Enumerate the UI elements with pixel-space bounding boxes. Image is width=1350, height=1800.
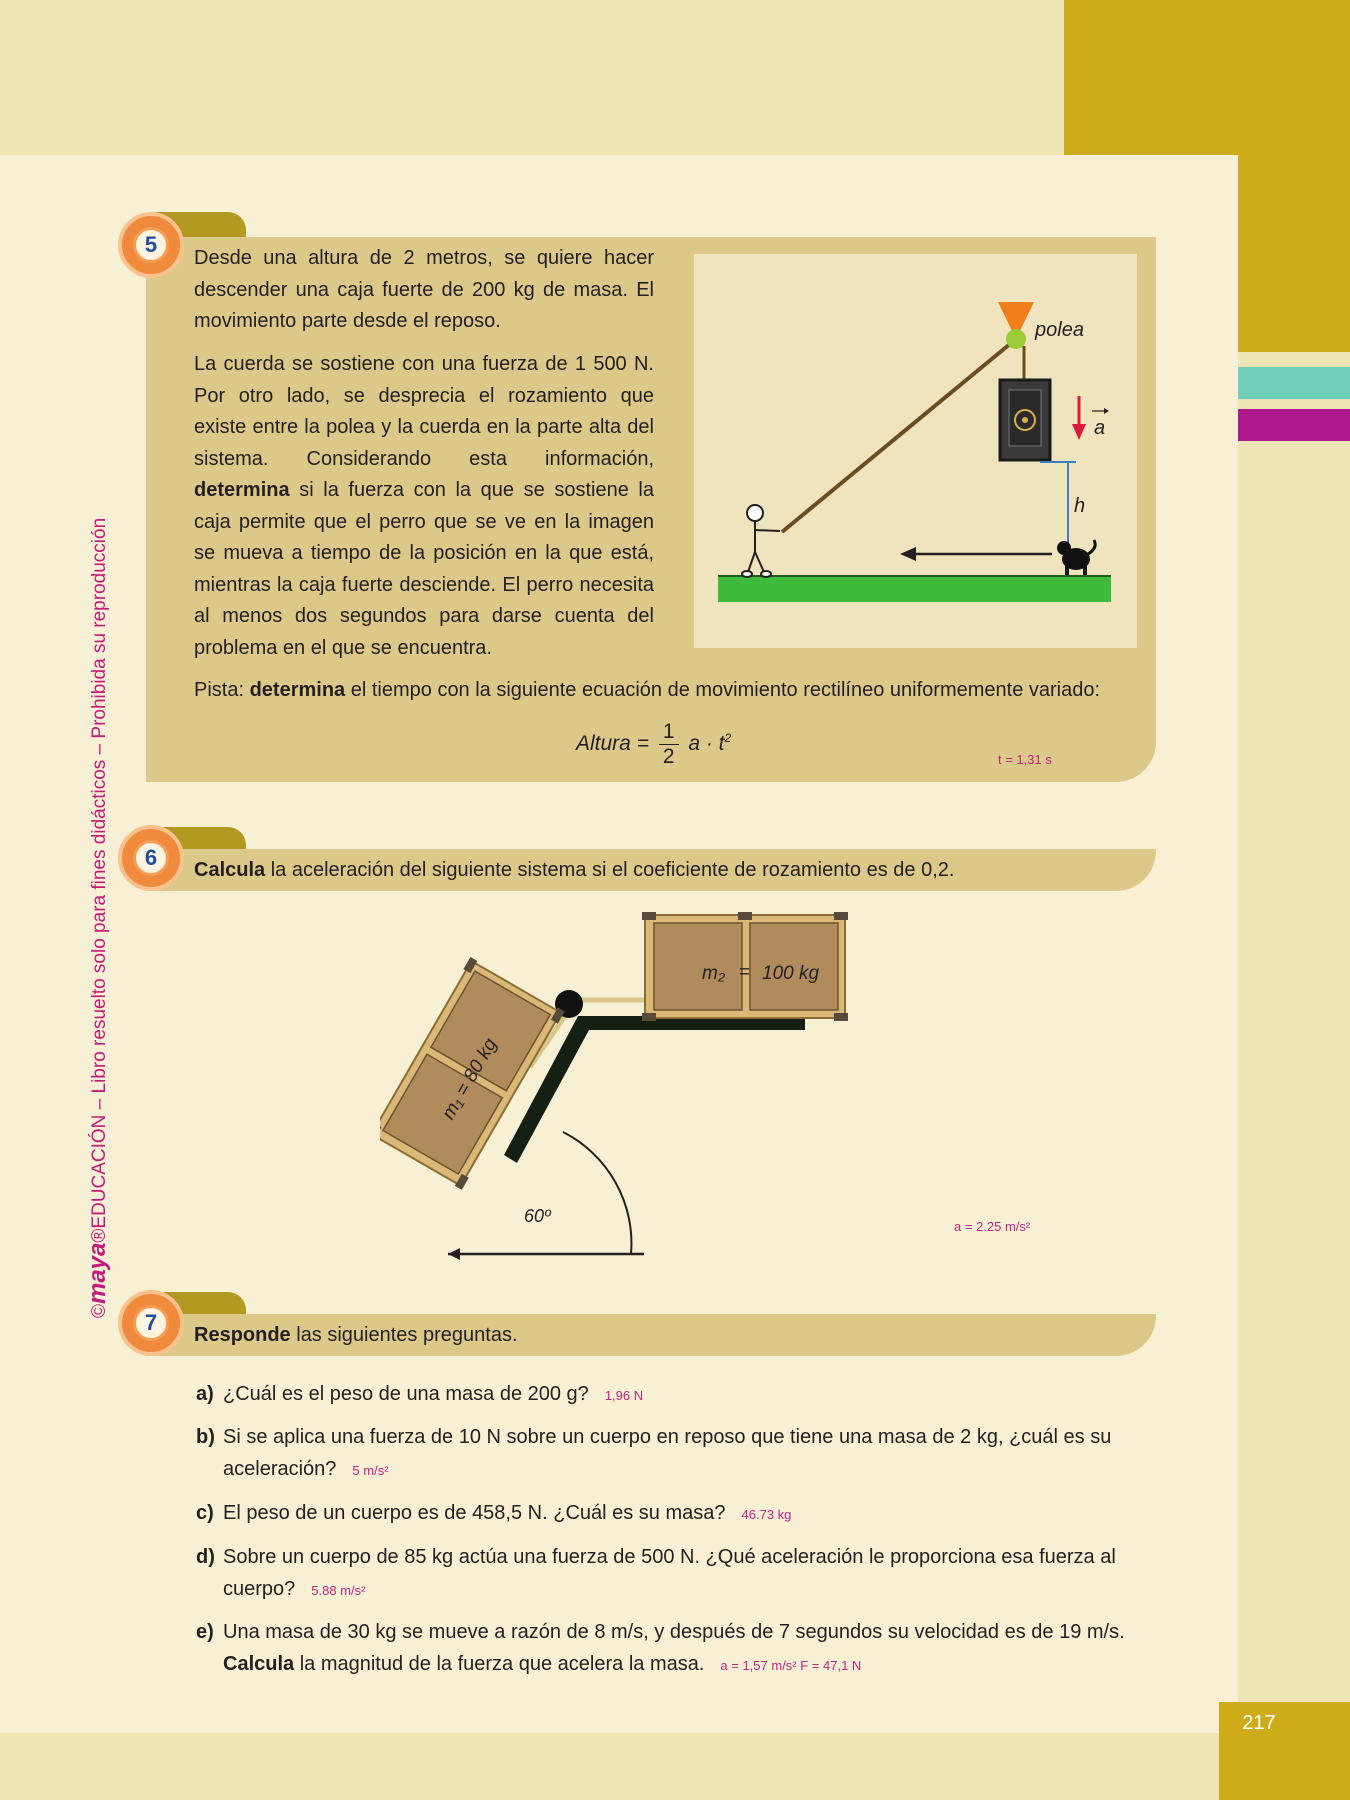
dog	[1057, 540, 1095, 575]
rope	[782, 339, 1016, 532]
angle-label: 60º	[524, 1206, 551, 1226]
box-m2	[642, 912, 848, 1021]
m2-label: m₂	[702, 963, 726, 984]
svg-text:=: =	[739, 962, 751, 983]
ex6-figure	[380, 905, 860, 1260]
ex5-equation: Altura = $\frac{1}{2}$ $a \cdot t^2$	[576, 720, 732, 768]
ex6-instruction: Calcula la aceleración del siguiente sistema si el coeficiente de rozamiento es de 0,2.	[194, 859, 955, 881]
ex6-answer: a = 2.25 m/s²	[954, 1219, 1031, 1234]
ex5-figure	[694, 254, 1137, 648]
ex5-paragraph-1: Desde una altura de 2 metros, se quiere hacer descender una caja fuerte de 200 kg de masa. El movimiento parte desde el reposo.	[194, 247, 654, 332]
answer-c: 46.73 kg	[741, 1507, 792, 1522]
answer-a: 1,96 N	[604, 1388, 644, 1403]
height-label: h	[1074, 495, 1086, 517]
magenta-index-tab	[1238, 409, 1350, 441]
angle-arc	[563, 1132, 631, 1254]
ex7-instruction: Responde las siguientes preguntas.	[194, 1324, 518, 1346]
person	[742, 505, 780, 577]
question-a: a) ¿Cuál es el peso de una masa de 200 g? 1,96 N	[196, 1383, 644, 1405]
answer-b: 5 m/s²	[352, 1462, 389, 1478]
question-e: e) Una masa de 30 kg se mueve a razón de 8 m/s, y después de 7 segundos su velocidad es de 19 m/s. Calcula la magnitud de la fuerza que acelera la masa. a = 1,57 m/s² F = 47,1 N	[196, 1621, 1125, 1675]
answer-d: 5.88 m/s²	[311, 1582, 366, 1598]
page-number: 217	[1242, 1712, 1276, 1734]
ground	[718, 576, 1111, 602]
maya-logo: maya	[84, 1242, 111, 1304]
acceleration-label: a	[1094, 417, 1106, 439]
ex7-number-badge: 7	[118, 1290, 184, 1356]
answer-e: a = 1,57 m/s² F = 47,1 N	[720, 1657, 862, 1673]
top-band	[0, 0, 1064, 155]
right-margin-strip	[1238, 352, 1350, 1800]
ex5-number-badge: 5	[118, 212, 184, 278]
ex5-answer: t = 1,31 s	[998, 752, 1052, 767]
bottom-band	[0, 1733, 1350, 1800]
copyright-notice: ©maya®EDUCACIÓN – Libro resuelto solo para fines didácticos – Prohibida su reproducción	[84, 517, 111, 1318]
box-m1	[380, 957, 565, 1190]
m1-label: m₁ = 80 kg	[438, 1034, 502, 1124]
ex6-number-badge: 6	[118, 825, 184, 891]
ex5-hint: Pista: determina el tiempo con la siguiente ecuación de movimiento rectilíneo uniformemente variado:	[194, 679, 1101, 701]
teal-index-tab	[1238, 367, 1350, 399]
question-b: b) Si se aplica una fuerza de 10 N sobre un cuerpo en reposo que tiene una masa de 2 kg, ¿cuál es su aceleración? 5 m/s²	[196, 1426, 1112, 1480]
question-c: c) El peso de un cuerpo es de 458,5 N. ¿Cuál es su masa? 46.73 kg	[196, 1502, 792, 1524]
pulley-label: polea	[1035, 319, 1084, 341]
m2-value: 100 kg	[762, 963, 820, 984]
ex5-paragraph-2: La cuerda se sostiene con una fuerza de 1 500 N. Por otro lado, se desprecia el rozamiento que existe entre la polea y la cuerda en la parte alta del sistema. Considerando esta información, determina si la fuerza con la que se sostiene la caja permite que el perro que se ve en la imagen se mueva a tiempo de la posición en la que está, mientras la caja fuerte desciende. El perro necesita al menos dos segundos para darse cuenta del problema en el que se encuentra.	[194, 353, 654, 659]
question-d: d) Sobre un cuerpo de 85 kg actúa una fuerza de 500 N. ¿Qué aceleración le proporciona esa fuerza al cuerpo? 5.88 m/s²	[196, 1546, 1116, 1600]
